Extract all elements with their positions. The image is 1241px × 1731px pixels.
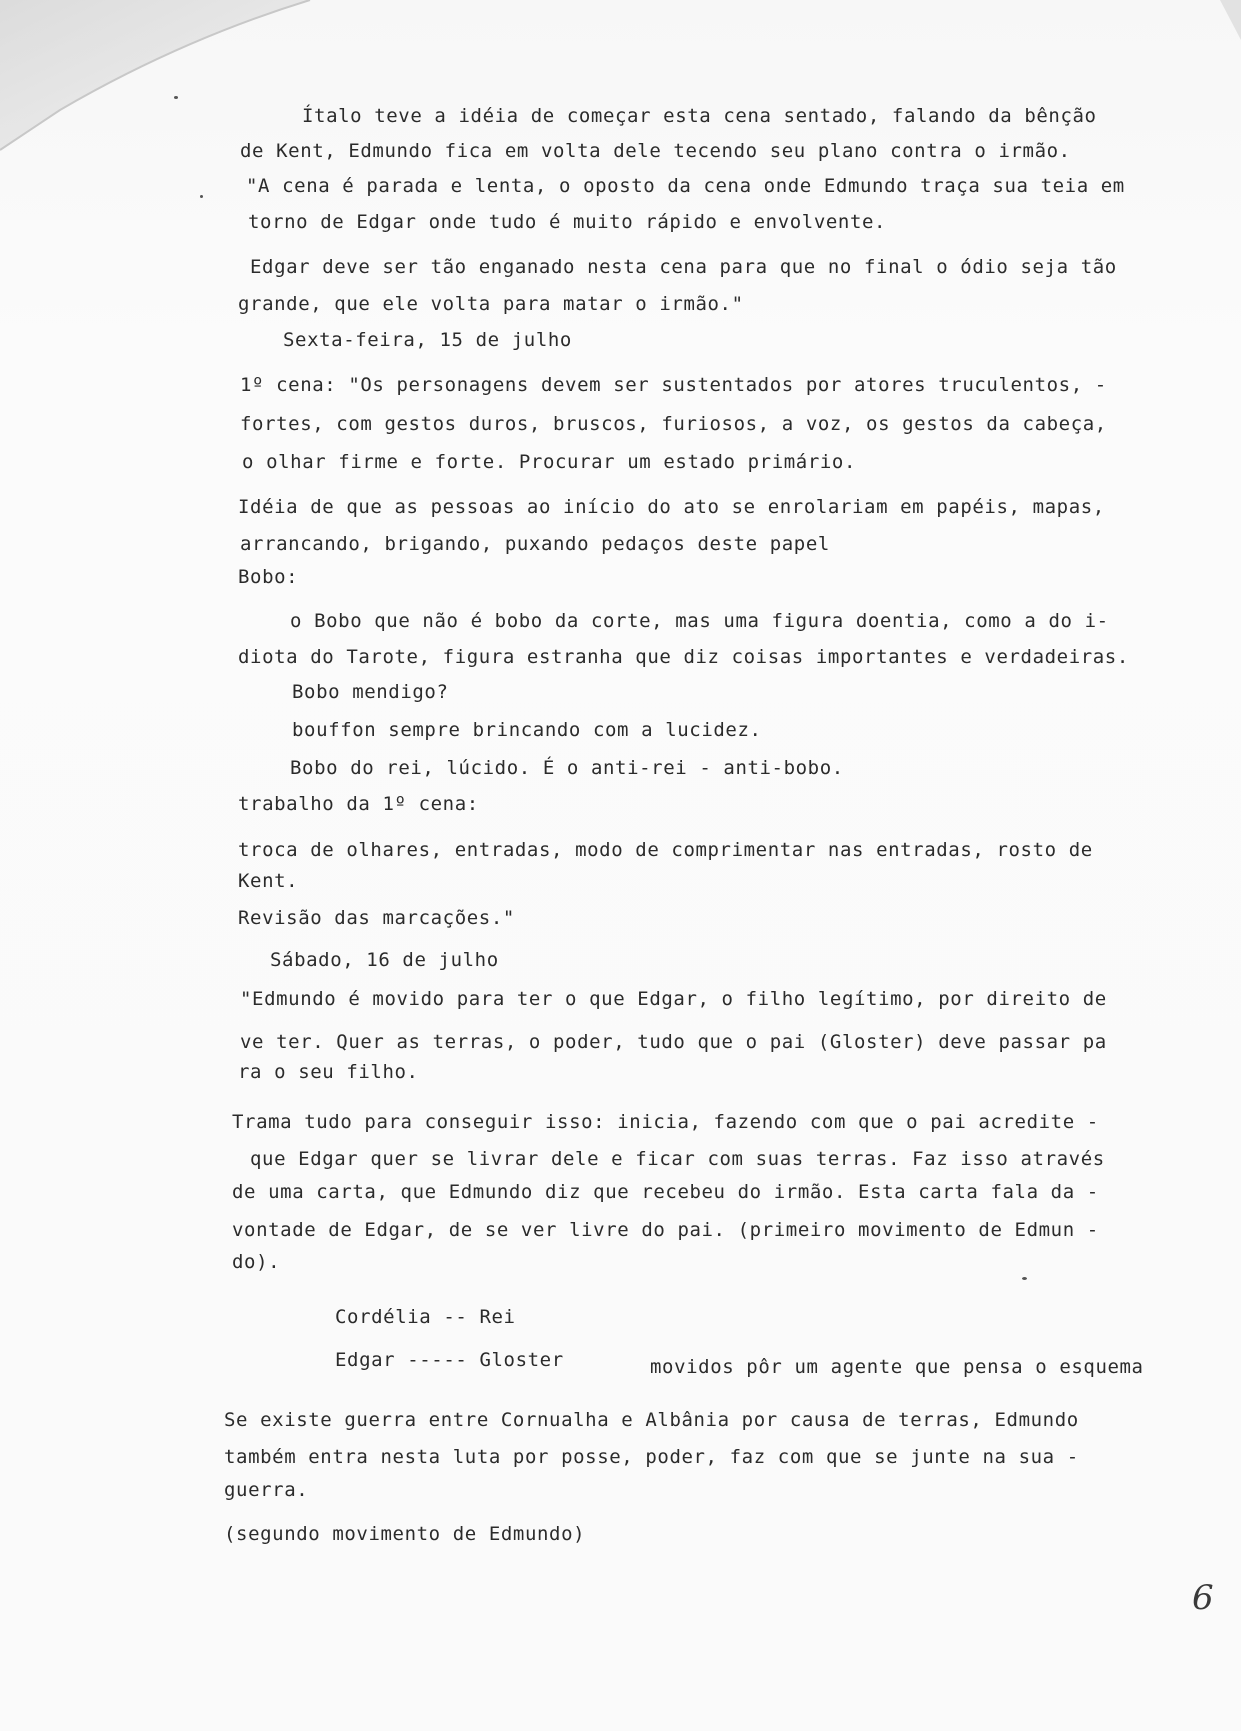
text-line: Bobo do rei, lúcido. É o anti-rei - anti-bobo. [290, 757, 844, 779]
relation-note: movidos pôr um agente que pensa o esquema [650, 1356, 1144, 1378]
text-line: Edgar deve ser tão enganado nesta cena para que no final o ódio seja tão [250, 256, 1117, 278]
relation-line: Edgar ----- Gloster [335, 1349, 564, 1371]
ink-speck [200, 195, 203, 198]
text-line: grande, que ele volta para matar o irmão." [238, 293, 744, 315]
text-line: diota do Tarote, figura estranha que diz coisas importantes e verdadeiras. [238, 646, 1129, 668]
text-line: Se existe guerra entre Cornualha e Albânia por causa de terras, Edmundo [224, 1409, 1079, 1431]
text-line: também entra nesta luta por posse, poder, faz com que se junte na sua - [224, 1446, 1079, 1468]
text-line: "A cena é parada e lenta, o oposto da cena onde Edmundo traça sua teia em [246, 175, 1125, 197]
text-line: de Kent, Edmundo fica em volta dele tecendo seu plano contra o irmão. [240, 140, 1071, 162]
text-line: que Edgar quer se livrar dele e ficar com suas terras. Faz isso através [250, 1148, 1105, 1170]
text-line: ra o seu filho. [238, 1061, 419, 1083]
text-line: o Bobo que não é bobo da corte, mas uma figura doentia, como a do i- [290, 610, 1109, 632]
text-line: fortes, com gestos duros, bruscos, furiosos, a voz, os gestos da cabeça, [240, 413, 1107, 435]
text-line: Idéia de que as pessoas ao início do ato se enrolariam em papéis, mapas, [238, 496, 1105, 518]
page-number: 6 [1192, 1578, 1214, 1618]
ink-speck [1022, 1277, 1027, 1280]
text-line: de uma carta, que Edmundo diz que recebeu do irmão. Esta carta fala da - [232, 1181, 1099, 1203]
text-line: Trama tudo para conseguir isso: inicia, fazendo com que o pai acredite - [232, 1111, 1099, 1133]
text-line: o olhar firme e forte. Procurar um estado primário. [242, 451, 856, 473]
text-line: Kent. [238, 870, 299, 892]
text-line: ve ter. Quer as terras, o poder, tudo que o pai (Gloster) deve passar pa [240, 1031, 1107, 1053]
section-date: Sexta-feira, 15 de julho [283, 329, 572, 351]
text-line: (segundo movimento de Edmundo) [224, 1523, 586, 1545]
text-line: trabalho da 1º cena: [238, 793, 479, 815]
text-line: Ítalo teve a idéia de começar esta cena sentado, falando da bênção [302, 105, 1097, 127]
text-line: 1º cena: "Os personagens devem ser sustentados por atores truculentos, - [240, 374, 1107, 396]
text-line: Bobo: [238, 566, 299, 588]
text-line: arrancando, brigando, puxando pedaços deste papel [240, 533, 830, 555]
section-date: Sábado, 16 de julho [270, 949, 499, 971]
text-line: Bobo mendigo? [292, 681, 449, 703]
text-line: torno de Edgar onde tudo é muito rápido e envolvente. [248, 211, 887, 233]
text-line: do). [232, 1251, 281, 1273]
text-line: "Edmundo é movido para ter o que Edgar, o filho legítimo, por direito de [240, 988, 1107, 1010]
text-line: troca de olhares, entradas, modo de comprimentar nas entradas, rosto de [238, 839, 1093, 861]
ink-speck [174, 96, 178, 99]
text-line: vontade de Edgar, de se ver livre do pai. (primeiro movimento de Edmun - [232, 1219, 1099, 1241]
text-line: Revisão das marcações." [238, 907, 515, 929]
text-line: bouffon sempre brincando com a lucidez. [292, 719, 762, 741]
text-line: guerra. [224, 1479, 309, 1501]
relation-line: Cordélia -- Rei [335, 1306, 516, 1328]
